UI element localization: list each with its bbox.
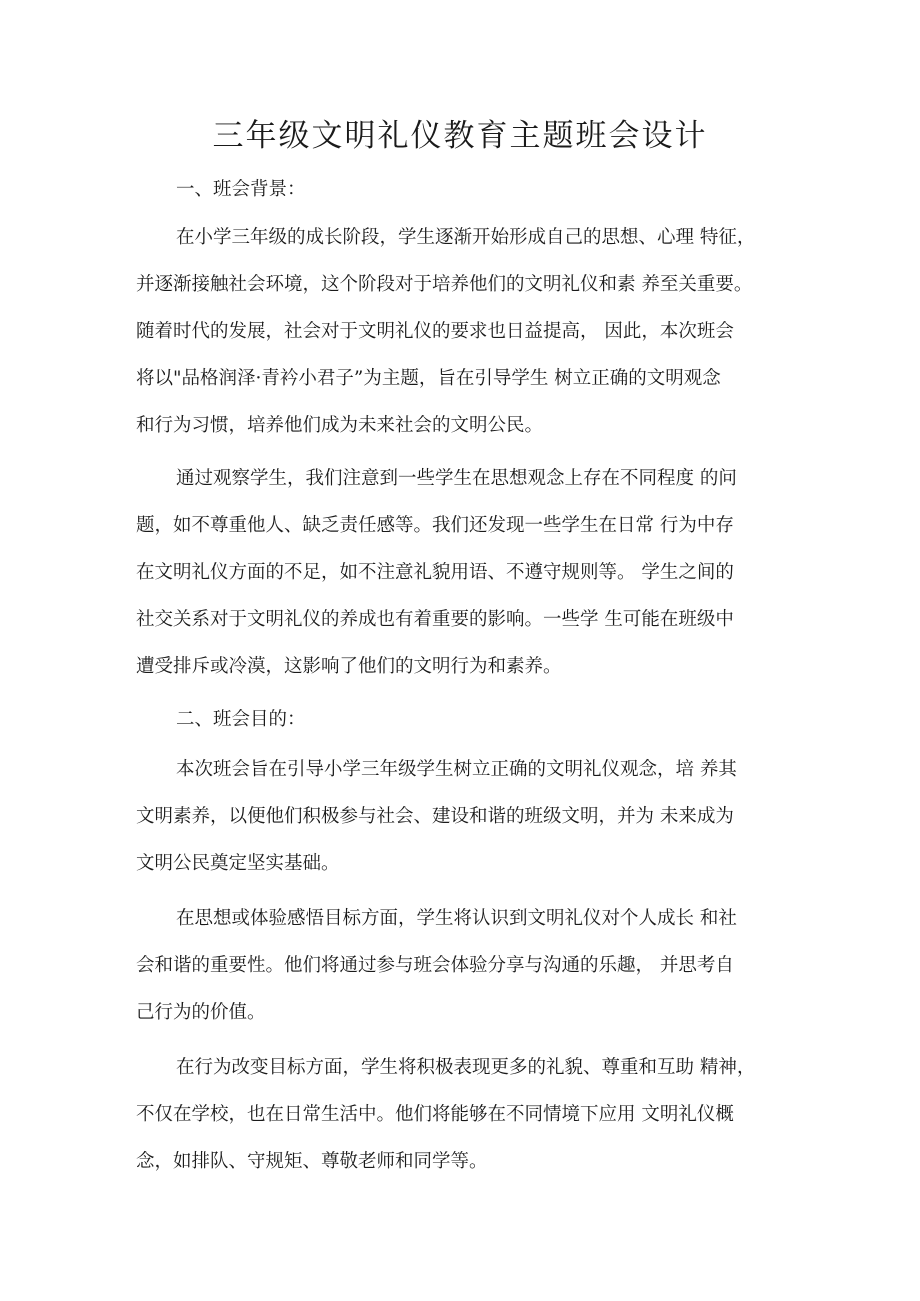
text-line: 随着时代的发展，社会对于文明礼仪的要求也日益提高， 因此，本次班会: [136, 321, 734, 342]
paragraph-background-2: [136, 455, 796, 690]
text-line: 在思想或体验感悟目标方面，学生将认识到文明礼仪对个人成长 和社: [176, 908, 737, 929]
text-line: 题，如不尊重他人、缺乏责任感等。我们还发现一些学生在日常 行为中存: [136, 515, 734, 536]
text-line: 己行为的价值。: [136, 1002, 266, 1023]
text-line: 本次班会旨在引导小学三年级学生树立正确的文明礼仪观念，培 养其: [176, 759, 737, 780]
text-line: 在小学三年级的成长阶段，学生逐渐开始形成自己的思想、心理 特征，: [176, 227, 756, 248]
text-line: 将以"品格润泽·青衿小君子”为主题，旨在引导学生 树立正确的文明观念: [136, 368, 721, 389]
text-line: 在文明礼仪方面的不足，如不注意礼貌用语、不遵守规则等。 学生之间的: [136, 562, 734, 583]
paragraph-purpose-3: [136, 1044, 796, 1185]
text-line: 文明素养，以便他们积极参与社会、建设和谐的班级文明，并为 未来成为: [136, 806, 734, 827]
text-line: 在行为改变目标方面，学生将积极表现更多的礼貌、尊重和互助 精神，: [176, 1057, 756, 1078]
text-line: 念，如排队、守规矩、尊敬老师和同学等。: [136, 1151, 488, 1172]
paragraph-background-1: [136, 214, 796, 449]
text-line: 并逐渐接触社会环境，这个阶段对于培养他们的文明礼仪和素 养至关重要。: [136, 274, 753, 295]
text-line: 不仅在学校，也在日常生活中。他们将能够在不同情境下应用 文明礼仪概: [136, 1104, 734, 1125]
text-line: 文明公民奠定坚实基础。: [136, 853, 340, 874]
text-line: 通过观察学生，我们注意到一些学生在思想观念上存在不同程度 的问: [176, 468, 737, 489]
document-title: 三年级文明礼仪教育主题班会设计: [212, 118, 708, 154]
section-heading-purpose: 二、班会目的：: [176, 709, 306, 730]
text-line: 社交关系对于文明礼仪的养成也有着重要的影响。一些学 生可能在班级中: [136, 609, 734, 630]
section-heading-background: 一、班会背景：: [176, 179, 306, 200]
text-line: 和行为习惯，培养他们成为未来社会的文明公民。: [136, 415, 544, 436]
paragraph-purpose-2: [136, 895, 796, 1036]
text-line: 遭受排斥或冷漠，这影响了他们的文明行为和素养。: [136, 656, 562, 677]
text-line: 会和谐的重要性。他们将通过参与班会体验分享与沟通的乐趣， 并思考自: [136, 955, 734, 976]
paragraph-purpose-1: [136, 746, 796, 887]
